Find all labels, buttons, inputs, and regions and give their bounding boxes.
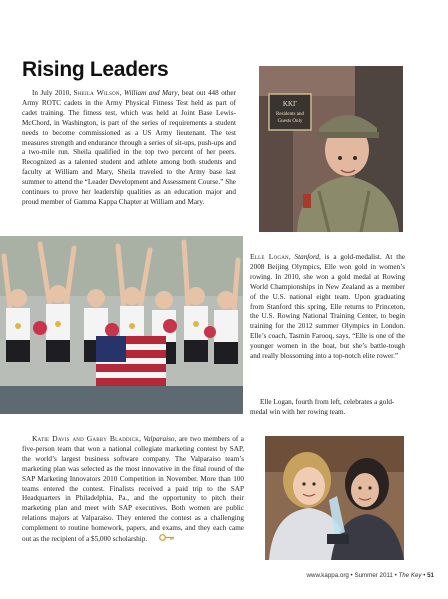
soldier-photo-svg	[259, 66, 403, 232]
sign-line3: Guests Only	[277, 119, 303, 124]
rowing-photo-svg	[0, 236, 243, 414]
sign-line1: KKΓ	[282, 100, 298, 108]
page-title: Rising Leaders	[22, 58, 169, 81]
footer-season: Summer 2011	[354, 572, 393, 579]
story1-school: William and Mary	[123, 89, 178, 97]
page-number: 51	[427, 572, 434, 579]
footer-url: www.kappa.org	[306, 572, 349, 579]
story-katie-davis-gabby-bladdick: Katie Davis and Gabby Bladdick, Valparaiso, are two members of a five-person team that won a national collegiate marketing contest by SAP, the world’s largest business software company. The Valparaiso team’s marketing plan was selected as the most innovative in the final round of the SAP Marketing Innovators 2010 Competition in November. More than 100 teams entered the contest. Finalists received a paid trip to the SAP Headquarters in Philadelphia, Pa., and the opportunity to pitch their marketing plan and meet with SAP executives. Both women are public relations majors at Valparaiso. They entered the contest as a challenging complement to routine homework, papers, and exams, and they each came out as the recipient of a $5,000 scholarship.	[22, 434, 244, 544]
page-footer: www.kappa.org • Summer 2011 • The Key • 51	[306, 572, 434, 579]
story2-body: , is a gold-medalist. At the 2008 Beijing Olympics, Elle won gold in women’s rowing. In 2010, she won a gold medal at Rowing World Championships in New Zealand as a member of the U.S. national eight team. Upon graduating from Stanford this spring, Elle returns to Princeton, the U.S. Rowing National Training Center, to begin training for the 2012 summer Olympics in London. Elle’s coach, Tasmin Farooq, says, “Elle is one of the younger women in the boat, but she’s battle-tough and really blossoming into a top-notch elite rower.”	[250, 253, 405, 361]
story1-name: Sheila Wilson	[73, 88, 120, 97]
key-icon	[149, 534, 175, 545]
story2-school: Stanford	[294, 253, 320, 261]
story1-lead: In July 2010,	[32, 89, 74, 97]
story-elle-logan: Elle Logan, Stanford, is a gold-medalist. At the 2008 Beijing Olympics, Elle won gold in women’s rowing. In 2010, she won a gold medal at Rowing World Championships in New Zealand as a member of the U.S. national eight team. Upon graduating from Stanford this spring, Elle returns to Princeton, the U.S. Rowing National Training Center, to begin training for the 2012 summer Olympics in London. Elle’s coach, Tasmin Farooq, says, “Elle is one of the younger women in the boat, but she’s battle-tough and really blossoming into a top-notch elite rower.”	[250, 252, 405, 361]
story3-names: Katie Davis and Gabby Bladdick	[32, 434, 140, 443]
footer-publication: The Key	[398, 572, 422, 579]
story-sheila-wilson: In July 2010, Sheila Wilson, William and Mary, beat out 448 other Army ROTC cadets in the Army Physical Fitness Test held as part of cadet training. The fitness test, which was held at Joint Base Lewis-McChord, in Washington, is part of the series of requirements a student needs to become commissioned as a US Army lieutenant. The test measures strength and endurance through a series of sit-ups, push-ups and a two-mile run. Sheila qualified in the top two percent of her peers. Recognized as a talented student and athlete among both students and faculty at William and Mary, Sheila traveled to the Army base last summer to attend the “Leader Development and Assessment Course.” She continues to prove her leadership qualities as an education major and proud member of Gamma Kappa Chapter at William and Mary.	[22, 88, 236, 206]
story2-name: Elle Logan	[250, 252, 289, 261]
sign-line2: Residents and	[276, 112, 304, 117]
photo-katie-gabby	[265, 436, 404, 560]
story1-body: , beat out 448 other Army ROTC cadets in the Army Physical Fitness Test held as part of cadet training. The fitness test, which was held at Joint Base Lewis-McChord, in Washington, is part of the series of requirements a student needs to become commissioned as a US Army lieutenant. The test measures strength and endurance through a series of sit-ups, push-ups and a two-mile run. Sheila qualified in the top two percent of her peers. Recognized as a talented student and athlete among both students and faculty at William and Mary, Sheila traveled to the Army base last summer to attend the “Leader Development and Assessment Course.” She continues to prove her leadership qualities as an education major and proud member of Gamma Kappa Chapter at William and Mary.	[22, 89, 236, 206]
photo-sheila-wilson	[259, 66, 403, 232]
story3-school: Valparaiso	[143, 435, 175, 443]
rowing-photo-caption: Elle Logan, fourth from left, celebrates a gold-medal win with her rowing team.	[250, 398, 395, 416]
photo-rowing-team	[0, 236, 243, 414]
award-photo-svg	[265, 436, 404, 560]
story3-body: , are two members of a five-person team that won a national collegiate marketing contest by SAP, the world’s largest business software company. The Valparaiso team’s marketing plan was selected as the most innovative in the final round of the SAP Marketing Innovators 2010 Competition in November. More than 100 teams entered the contest. Finalists received a paid trip to the SAP Headquarters in Philadelphia, Pa., and the opportunity to pitch their marketing plan and meet with SAP executives. Both women are public relations majors at Valparaiso. They entered the contest as a challenging complement to routine homework, papers, and exams, and they each came out as the recipient of a $5,000 scholarship.	[22, 435, 244, 544]
